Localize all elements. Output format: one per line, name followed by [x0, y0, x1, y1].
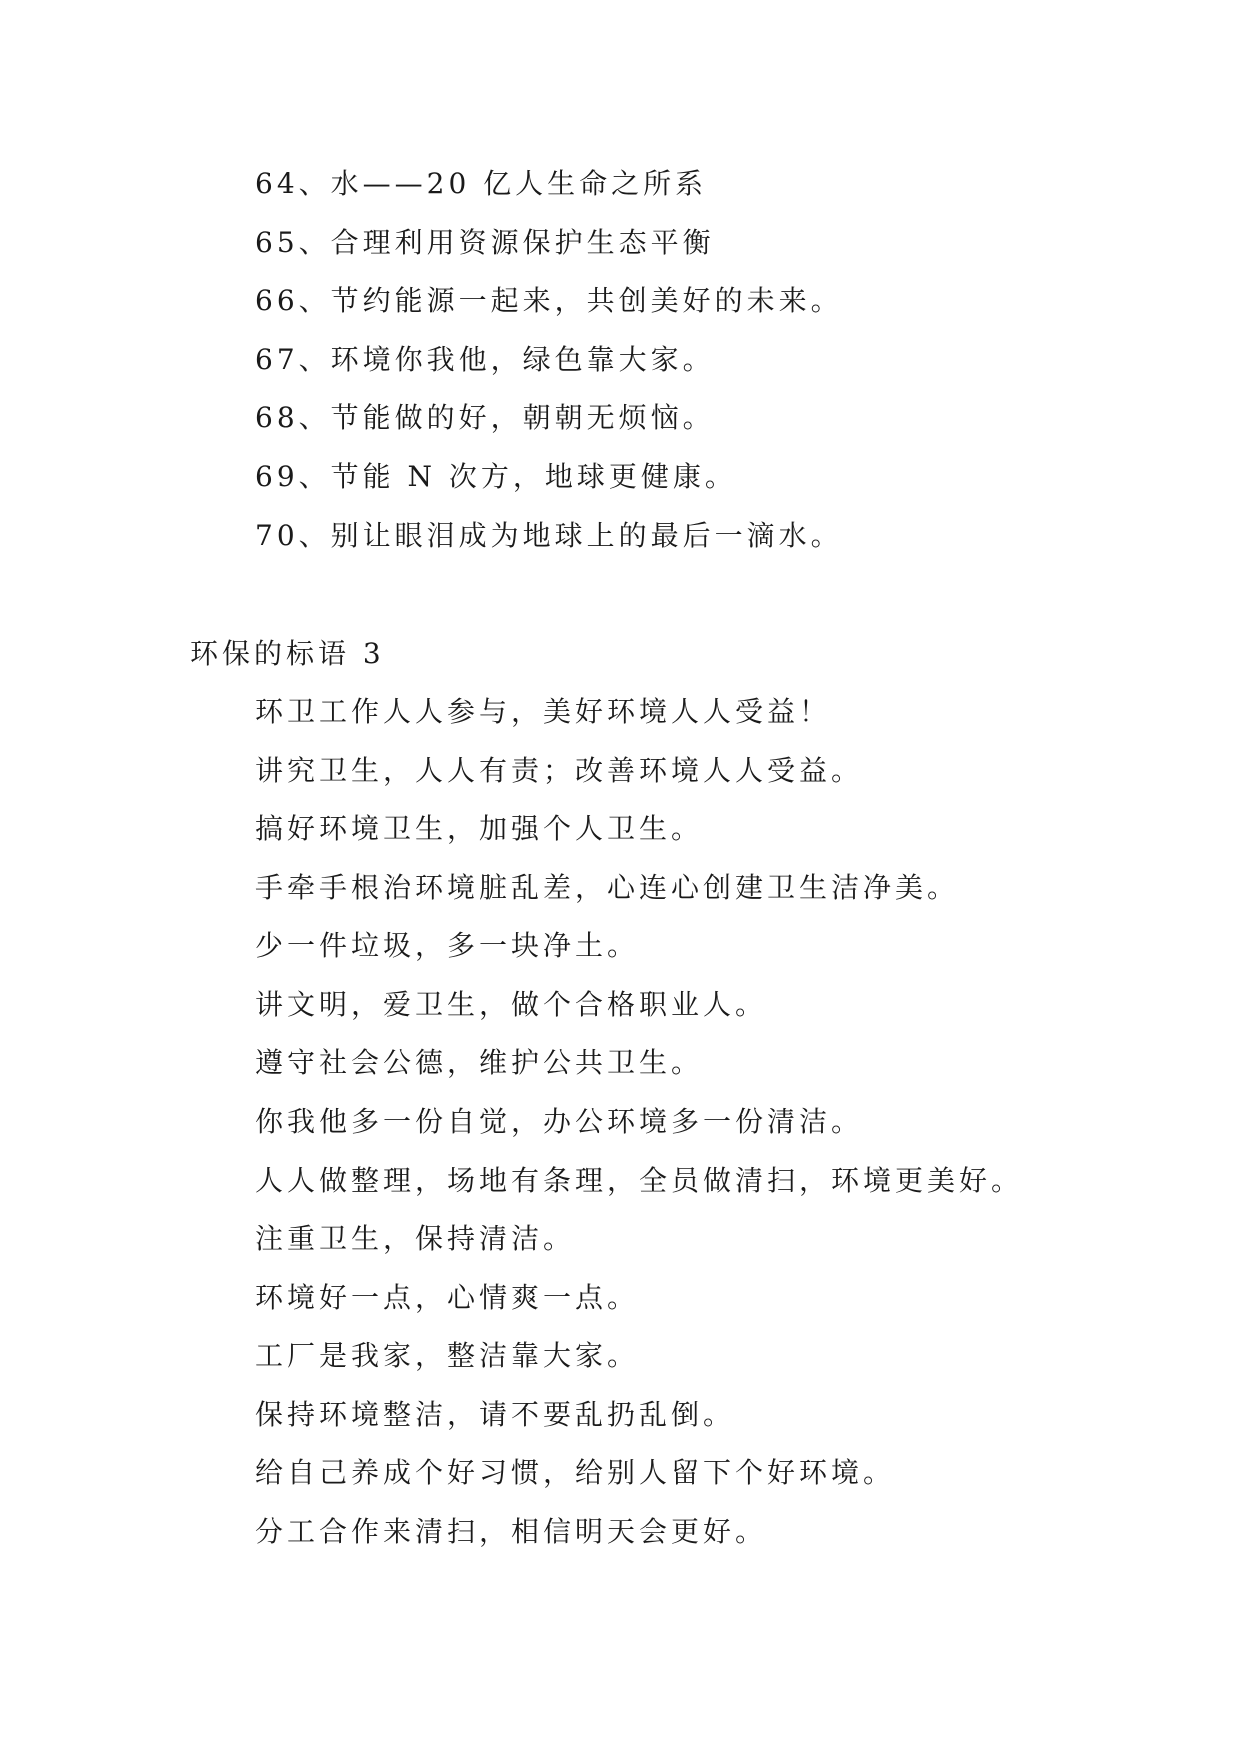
slogan-line: 搞好环境卫生，加强个人卫生。: [255, 812, 704, 845]
slogan-line: 保持环境整洁，请不要乱扔乱倒。: [255, 1398, 736, 1431]
slogan-line: 讲文明，爱卫生，做个合格职业人。: [255, 988, 768, 1021]
slogan-line: 给自己养成个好习惯，给别人留下个好环境。: [255, 1456, 896, 1489]
slogan-line: 工厂是我家，整洁靠大家。: [255, 1339, 640, 1372]
slogan-line: 你我他多一份自觉，办公环境多一份清洁。: [255, 1105, 864, 1138]
slogan-68: 68、节能做的好，朝朝无烦恼。: [255, 401, 715, 434]
slogan-65: 65、合理利用资源保护生态平衡: [255, 226, 715, 259]
section-heading: 环保的标语 3: [190, 637, 385, 670]
slogan-66: 66、节约能源一起来，共创美好的未来。: [255, 284, 843, 317]
slogan-70: 70、别让眼泪成为地球上的最后一滴水。: [255, 519, 843, 552]
slogan-line: 人人做整理，场地有条理，全员做清扫，环境更美好。: [255, 1164, 1024, 1197]
slogan-line: 讲究卫生，人人有责；改善环境人人受益。: [255, 754, 864, 787]
slogan-69: 69、节能 N 次方，地球更健康。: [255, 460, 737, 493]
slogan-line: 遵守社会公德，维护公共卫生。: [255, 1046, 704, 1079]
slogan-64: 64、水——20 亿人生命之所系: [255, 167, 708, 200]
slogan-line: 环境好一点，心情爽一点。: [255, 1281, 640, 1314]
slogan-line: 注重卫生，保持清洁。: [255, 1222, 576, 1255]
slogan-67: 67、环境你我他，绿色靠大家。: [255, 343, 715, 376]
slogan-line: 手牵手根治环境脏乱差，心连心创建卫生洁净美。: [255, 871, 960, 904]
slogan-line: 分工合作来清扫，相信明天会更好。: [255, 1515, 768, 1548]
slogan-line: 少一件垃圾，多一块净土。: [255, 929, 640, 962]
slogan-line: 环卫工作人人参与，美好环境人人受益！: [255, 695, 832, 728]
